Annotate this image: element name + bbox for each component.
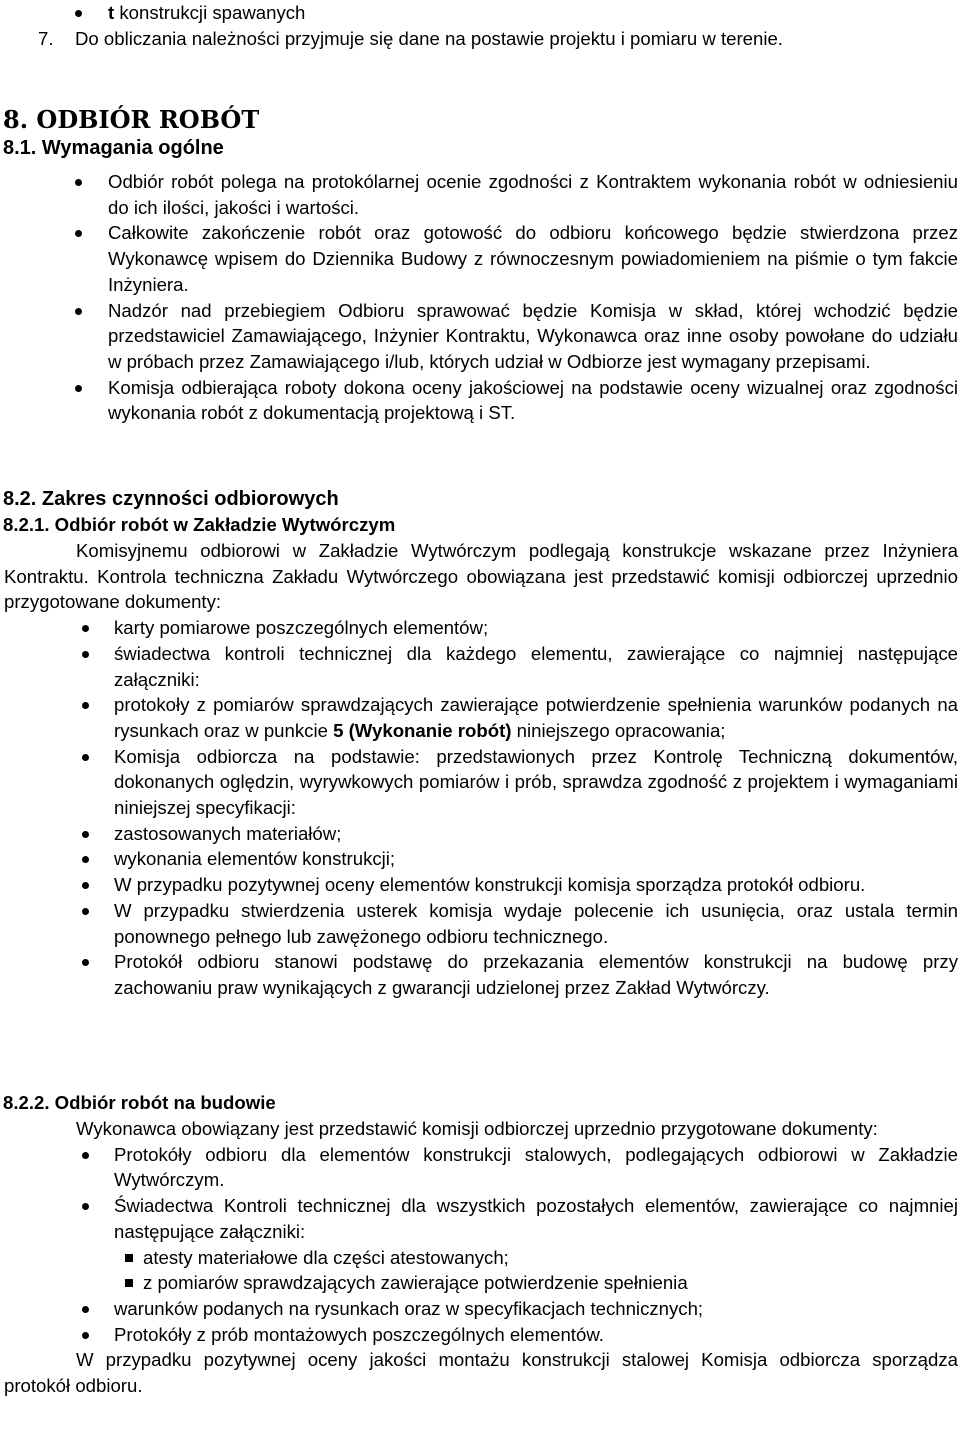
paragraph-8-2-1-intro: Komisyjnemu odbiorowi w Zakładzie Wytwórczym podlegają konstrukcje wskazane przez Inżyniera Kontraktu. Kontrola techniczna Zakładu Wytwórczego obowiązana jest przedstawić komisji odbiorczej uprzednio przygotowane dokumenty: [4, 540, 958, 613]
sub-list-item: z pomiarów sprawdzających zawierające potwierdzenie spełnienia [0, 1270, 960, 1296]
subsection-title-8-2-1: 8.2.1. Odbiór robót w Zakładzie Wytwórczym [3, 514, 396, 535]
top-block [0, 0, 960, 51]
section-8-2 [0, 486, 960, 1001]
list-item: karty pomiarowe poszczególnych elementów; [0, 615, 960, 641]
list-8-2-1 [0, 615, 960, 1001]
list-item: t konstrukcji spawanych [0, 0, 960, 26]
list-item: protokoły z pomiarów sprawdzających zawierające potwierdzenie spełnienia warunków podanych na rysunkach oraz w punkcie 5 (Wykonanie robót) niniejszego opracowania; [0, 692, 960, 743]
list-item: zastosowanych materiałów; [0, 821, 960, 847]
list-item: świadectwa kontroli technicznej dla każdego elementu, zawierające co najmniej następujące załączniki: [0, 641, 960, 692]
numbered-item-7: 7. Do obliczania należności przyjmuje się dane na postawie projektu i pomiaru w terenie. [38, 27, 783, 49]
subsection-title-8-1: 8.1. Wymagania ogólne [3, 137, 224, 159]
list-item: warunków podanych na rysunkach oraz w specyfikacjach technicznych; [0, 1296, 960, 1322]
subsection-title-8-2: 8.2. Zakres czynności odbiorowych [3, 488, 339, 510]
list-item: Protokóły odbioru dla elementów konstrukcji stalowych, podlegających odbiorowi w Zakładzie Wytwórczym. [0, 1142, 960, 1193]
list-item: Protokół odbioru stanowi podstawę do przekazania elementów konstrukcji na budowę przy zachowaniu praw wynikających z gwarancji udzielonej przez Zakład Wytwórczy. [0, 949, 960, 1000]
list-item: Świadectwa Kontroli technicznej dla wszystkich pozostałych elementów, zawierające co najmniej następujące załączniki: [0, 1193, 960, 1244]
list-item: Nadzór nad przebiegiem Odbioru sprawować będzie Komisja w skład, której wchodzić będzie przedstawiciel Zamawiającego, Inżynier Kontraktu, Wykonawca oraz inne osoby powołane do udziału w próbach przez Zamawiającego i/lub, których udział w Odbiorze jest wymagany przepisami. [0, 298, 960, 375]
paragraph-8-2-2-final: W przypadku pozytywnej oceny jakości montażu konstrukcji stalowej Komisja odbiorcza sporządza protokół odbioru. [4, 1349, 958, 1397]
list-item: wykonania elementów konstrukcji; [0, 846, 960, 872]
list-item: Komisja odbiorcza na podstawie: przedstawionych przez Kontrolę Techniczną dokumentów, dokonanych oględzin, wyrywkowych pomiarów i prób, sprawdza zgodność z projektem i wymaganiami niniejszej specyfikacji: [0, 744, 960, 821]
section-8-2-2 [0, 1090, 960, 1399]
paragraph-8-2-2-intro: Wykonawca obowiązany jest przedstawić komisji odbiorczej uprzednio przygotowane dokumenty: [76, 1118, 878, 1139]
list-8-1 [0, 169, 960, 426]
list-8-2-2 [0, 1142, 960, 1348]
section-title: 8. ODBIÓR ROBÓT [3, 105, 260, 134]
subsection-title-8-2-2: 8.2.2. Odbiór robót na budowie [3, 1092, 276, 1113]
list-item: Protokóły z prób montażowych poszczególnych elementów. [0, 1322, 960, 1348]
section-8 [0, 105, 960, 426]
list-item: W przypadku stwierdzenia usterek komisja wydaje polecenie ich usunięcia, oraz ustala termin ponownego pełnego lub zawężonego odbioru technicznego. [0, 898, 960, 949]
sub-list-item: atesty materiałowe dla części atestowanych; [0, 1245, 960, 1271]
list-item: Odbiór robót polega na protokólarnej ocenie zgodności z Kontraktem wykonania robót w odniesieniu do ich ilości, jakości i wartości. [0, 169, 960, 220]
list-item: W przypadku pozytywnej oceny elementów konstrukcji komisja sporządza protokół odbioru. [0, 872, 960, 898]
list-item: Komisja odbierająca roboty dokona oceny jakościowej na podstawie oceny wizualnej oraz zgodności wykonania robót z dokumentacją projektową i ST. [0, 375, 960, 426]
list-item: Całkowite zakończenie robót oraz gotowość do odbioru końcowego będzie stwierdzona przez Wykonawcę wpisem do Dziennika Budowy z równoczesnym powiadomieniem na piśmie o tym fakcie Inżyniera. [0, 220, 960, 297]
